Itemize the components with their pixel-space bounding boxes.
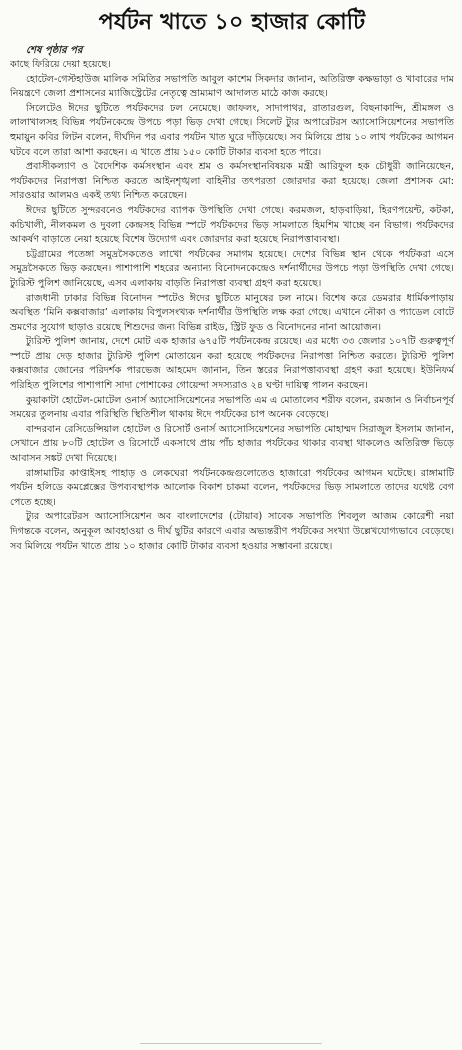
continued-from-label: শেষ পৃষ্ঠার পর	[26, 45, 83, 56]
paragraph: প্রবাসীকল্যাণ ও বৈদেশিক কর্মসংস্থান এবং শ্রম ও কর্মসংস্থানবিষয়ক মন্ত্রী আরিফুল হক চৌধুরী জানিয়েছেন, পর্যটকদের নিরাপত্তা নিশ্চিত করতে আইনশৃঙ্খলা বাহিনীর তৎপরতা জোরদার করা হয়েছে। জেলা প্রশাসক মো: সারওয়ার আলমও একই তথ্য নিশ্চিত করেছেন।	[10, 161, 454, 202]
paragraph: ঈদের ছুটিতে সুন্দরবনেও পর্যটকদের ব্যাপক উপস্থিতি দেখা গেছে। করমজল, হাড়বাড়িয়া, হিরণপয়েন্ট, কটকা, কচিখালী, নীলকমল ও দুবলা কেন্দ্রসহ বিভিন্ন স্পটে পর্যটকদের ভিড় সামলাতে হিমশিম খাচ্ছে বন বিভাগ। পর্যটকদের আকর্ষণ বাড়াতে নেয়া হয়েছে বিশেষ উদ্যোগ এবং জোরদার করা হয়েছে নিরাপত্তাব্যবস্থা।	[10, 204, 454, 246]
paragraph: কুয়াকাটা হোটেল-মোটেল ওনার্স অ্যাসোসিয়েশনের সভাপতি এম এ মোতালেব শরীফ বলেন, রমজান ও নির্বাচনপূর্ব সময়ের তুলনায় এবার পরিস্থিতি স্থিতিশীল থাকায় ঈদে পর্যটকের চাপ অনেক বেড়েছে।	[10, 394, 454, 421]
paragraph: ট্যুরিস্ট পুলিশ জানায়, দেশে মোট এক হাজার ৬৭৫টি পর্যটনকেন্দ্র রয়েছে। এর মধ্যে ৩৩ জেলার ১০৭টি গুরুত্বপূর্ণ স্পটে প্রায় দেড় হাজার ট্যুরিস্ট পুলিশ মোতায়েন করা হয়েছে পর্যটকদের নিরাপত্তা নিশ্চিত করতে। ট্যুরিস্ট পুলিশ কক্সবাজার জোনের পরিদর্শক পারভেজ আহমেদ জানান, তিন স্তরের নিরাপত্তাব্যবস্থা গ্রহণ করা হয়েছে। ইউনিফর্ম পরিহিত পুলিশের পাশাপাশি সাদা পোশাকের গোয়েন্দা সদস্যরাও ২৪ ঘণ্টা দায়িত্ব পালন করছেন।	[10, 336, 454, 392]
paragraph: হোটেল-গেস্টহাউজ মালিক সমিতির সভাপতি আবুল কাশেম সিকদার জানান, অতিরিক্ত কক্ষভাড়া ও খাবারের দাম নিয়ন্ত্রণে জেলা প্রশাসনের ম্যাজিস্ট্রেটের নেতৃত্বে ভ্রাম্যমাণ আদালত মাঠে কাজ করছে।	[10, 73, 454, 100]
paragraph: ট্যুর অপারেটরস অ্যাসোসিয়েশন অব বাংলাদেশের (টোয়াব) সাবেক সভাপতি শিবলুল আজম কোরেশী নয়া দিগন্তকে বলেন, অনুকূল আবহাওয়া ও দীর্ঘ ছুটির কারণে এবার অভ্যন্তরীণ পর্যটকের সংখ্যা উল্লেখযোগ্যভাবে বেড়েছে। সব মিলিয়ে পর্যটন খাতে প্রায় ১০ হাজার কোটি টাকার ব্যবসা হওয়ার সম্ভাবনা রয়েছে।	[10, 511, 454, 552]
paragraph: কাছে ফিরিয়ে দেয়া হয়েছে।	[10, 59, 111, 70]
paragraph: রাজধানী ঢাকার বিভিন্ন বিনোদন স্পটেও ঈদের ছুটিতে মানুষের ঢল নামে। বিশেষ করে ডেমরার ধার্মিকপাড়ায় অবস্থিত ‘মিনি কক্সবাজার’ এলাকায় বিপুলসংখ্যক দর্শনার্থীর উপস্থিতি লক্ষ করা গেছে। এখানে নৌকা ও প্যাডেল বোটে ভ্রমণের সুযোগ ছাড়াও রয়েছে শিশুদের জন্য বিভিন্ন রাইড, স্ট্রিট ফুড ও বিনোদনের নানা আয়োজন।	[10, 292, 454, 333]
bottom-divider	[140, 1043, 322, 1044]
paragraph: বান্দরবান রেসিডেন্সিয়াল হোটেল ও রিসোর্ট ওনার্স অ্যাসোসিয়েশনের সভাপতি মোহাম্মদ সিরাজুল ইসলাম জানান, সেখানে প্রায় ৮০টি হোটেল ও রিসোর্টে একসাথে প্রায় পাঁচ হাজার পর্যটকের থাকার ব্যবস্থা থাকলেও অতিরিক্ত ভিড়ে আবাসন সঙ্কট দেখা দিয়েছে।	[10, 423, 454, 465]
paragraph: চট্টগ্রামের পতেঙ্গা সমুদ্রসৈকতেও লাখো পর্যটকের সমাগম হয়েছে। দেশের বিভিন্ন স্থান থেকে পর্যটকরা এসে সমুদ্রসৈকতে ভিড় করছেন। পাশাপাশি শহরের অন্যান্য বিনোদনকেন্দ্রেও দর্শনার্থীদের উপচে পড়া উপস্থিতি দেখা গেছে। ট্যুরিস্ট পুলিশ জানিয়েছে, এসব এলাকায় বাড়তি নিরাপত্তা ব্যবস্থা গ্রহণ করা হয়েছে।	[10, 248, 454, 289]
paragraph: সিলেটেও ঈদের ছুটিতে পর্যটকদের ঢল নেমেছে। জাফলং, সাদাপাথর, রাতারগুল, বিছনাকান্দি, শ্রীমঙ্গল ও লালাখালসহ বিভিন্ন পর্যটনকেন্দ্রে উপচে পড়া ভিড় দেখা গেছে। সিলেট ট্যুর অপারেটরস অ্যাসোসিয়েশনের সভাপতি হুমায়ুন কবির লিটন বলেন, দীর্ঘদিন পর এবার পর্যটন খাত ঘুরে দাঁড়িয়েছে। সব মিলিয়ে প্রায় ১০ লাখ পর্যটকের আগমন ঘটবে বলে তারা আশা করছেন। এ খাতে প্রায় ১৫০ কোটি টাকার ব্যবসা হতে পারে।	[10, 102, 454, 158]
article-body	[10, 58, 454, 554]
paragraph: রাঙ্গামাটির কাপ্তাইসহ পাহাড় ও লেকঘেরা পর্যটনকেন্দ্রগুলোতেও হাজারো পর্যটকের আগমন ঘটেছে। রাঙ্গামাটি পর্যটন হলিডে কমপ্লেক্সের উপব্যবস্থাপক আলোক বিকাশ চাকমা বলেন, পর্যটকদের ভিড় সামলাতে তাদের যথেষ্ট বেগ পেতে হচ্ছে।	[10, 467, 454, 508]
headline: পর্যটন খাতে ১০ হাজার কোটি	[98, 10, 366, 35]
